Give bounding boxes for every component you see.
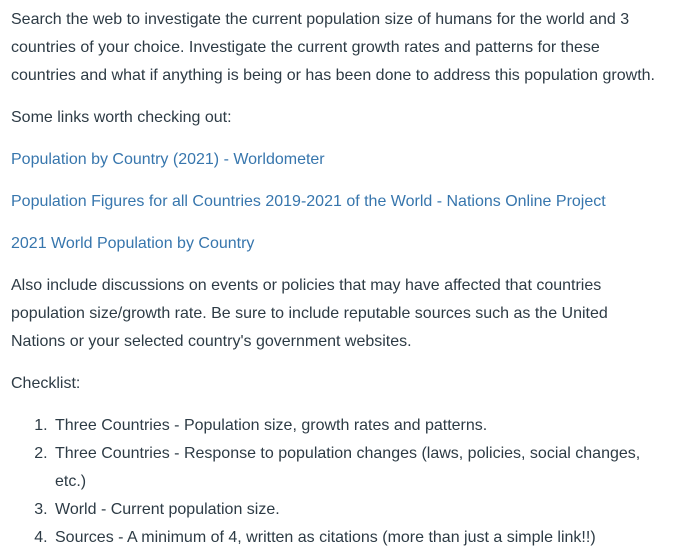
checklist-item-3: 3. World - Current population size. [52,496,663,524]
link-population-by-country-worldometer[interactable]: Population by Country (2021) - Worldometer [11,151,325,168]
link-row-world-population [11,230,663,258]
checklist-item-1: 1. Three Countries - Population size, growth rates and patterns. [52,412,663,440]
checklist-heading: Checklist: [11,375,81,392]
link-row-nations-online [11,188,663,216]
intro-paragraph: Search the web to investigate the current population size of humans for the world and 3 countries of your choice. Investigate the current growth rates and patterns for these countries and what if anything is being or has been done to address this population growth. [11,11,655,84]
link-row-worldometer [11,146,663,174]
links-heading: Some links worth checking out: [11,109,232,126]
checklist [11,412,663,552]
checklist-item-4: 4. Sources - A minimum of 4, written as citations (more than just a simple link!!) [52,524,663,552]
link-population-figures-nations-online[interactable]: Population Figures for all Countries 2019-2021 of the World - Nations Online Project [11,193,606,210]
checklist-item-2: 2. Three Countries - Response to population changes (laws, policies, social changes, etc.) [52,440,663,496]
assignment-description-content [11,6,663,552]
discussion-paragraph: Also include discussions on events or policies that may have affected that countries population size/growth rate. Be sure to include reputable sources such as the United Nations or your selected country's government websites. [11,277,608,350]
link-2021-world-population-by-country[interactable]: 2021 World Population by Country [11,235,255,252]
